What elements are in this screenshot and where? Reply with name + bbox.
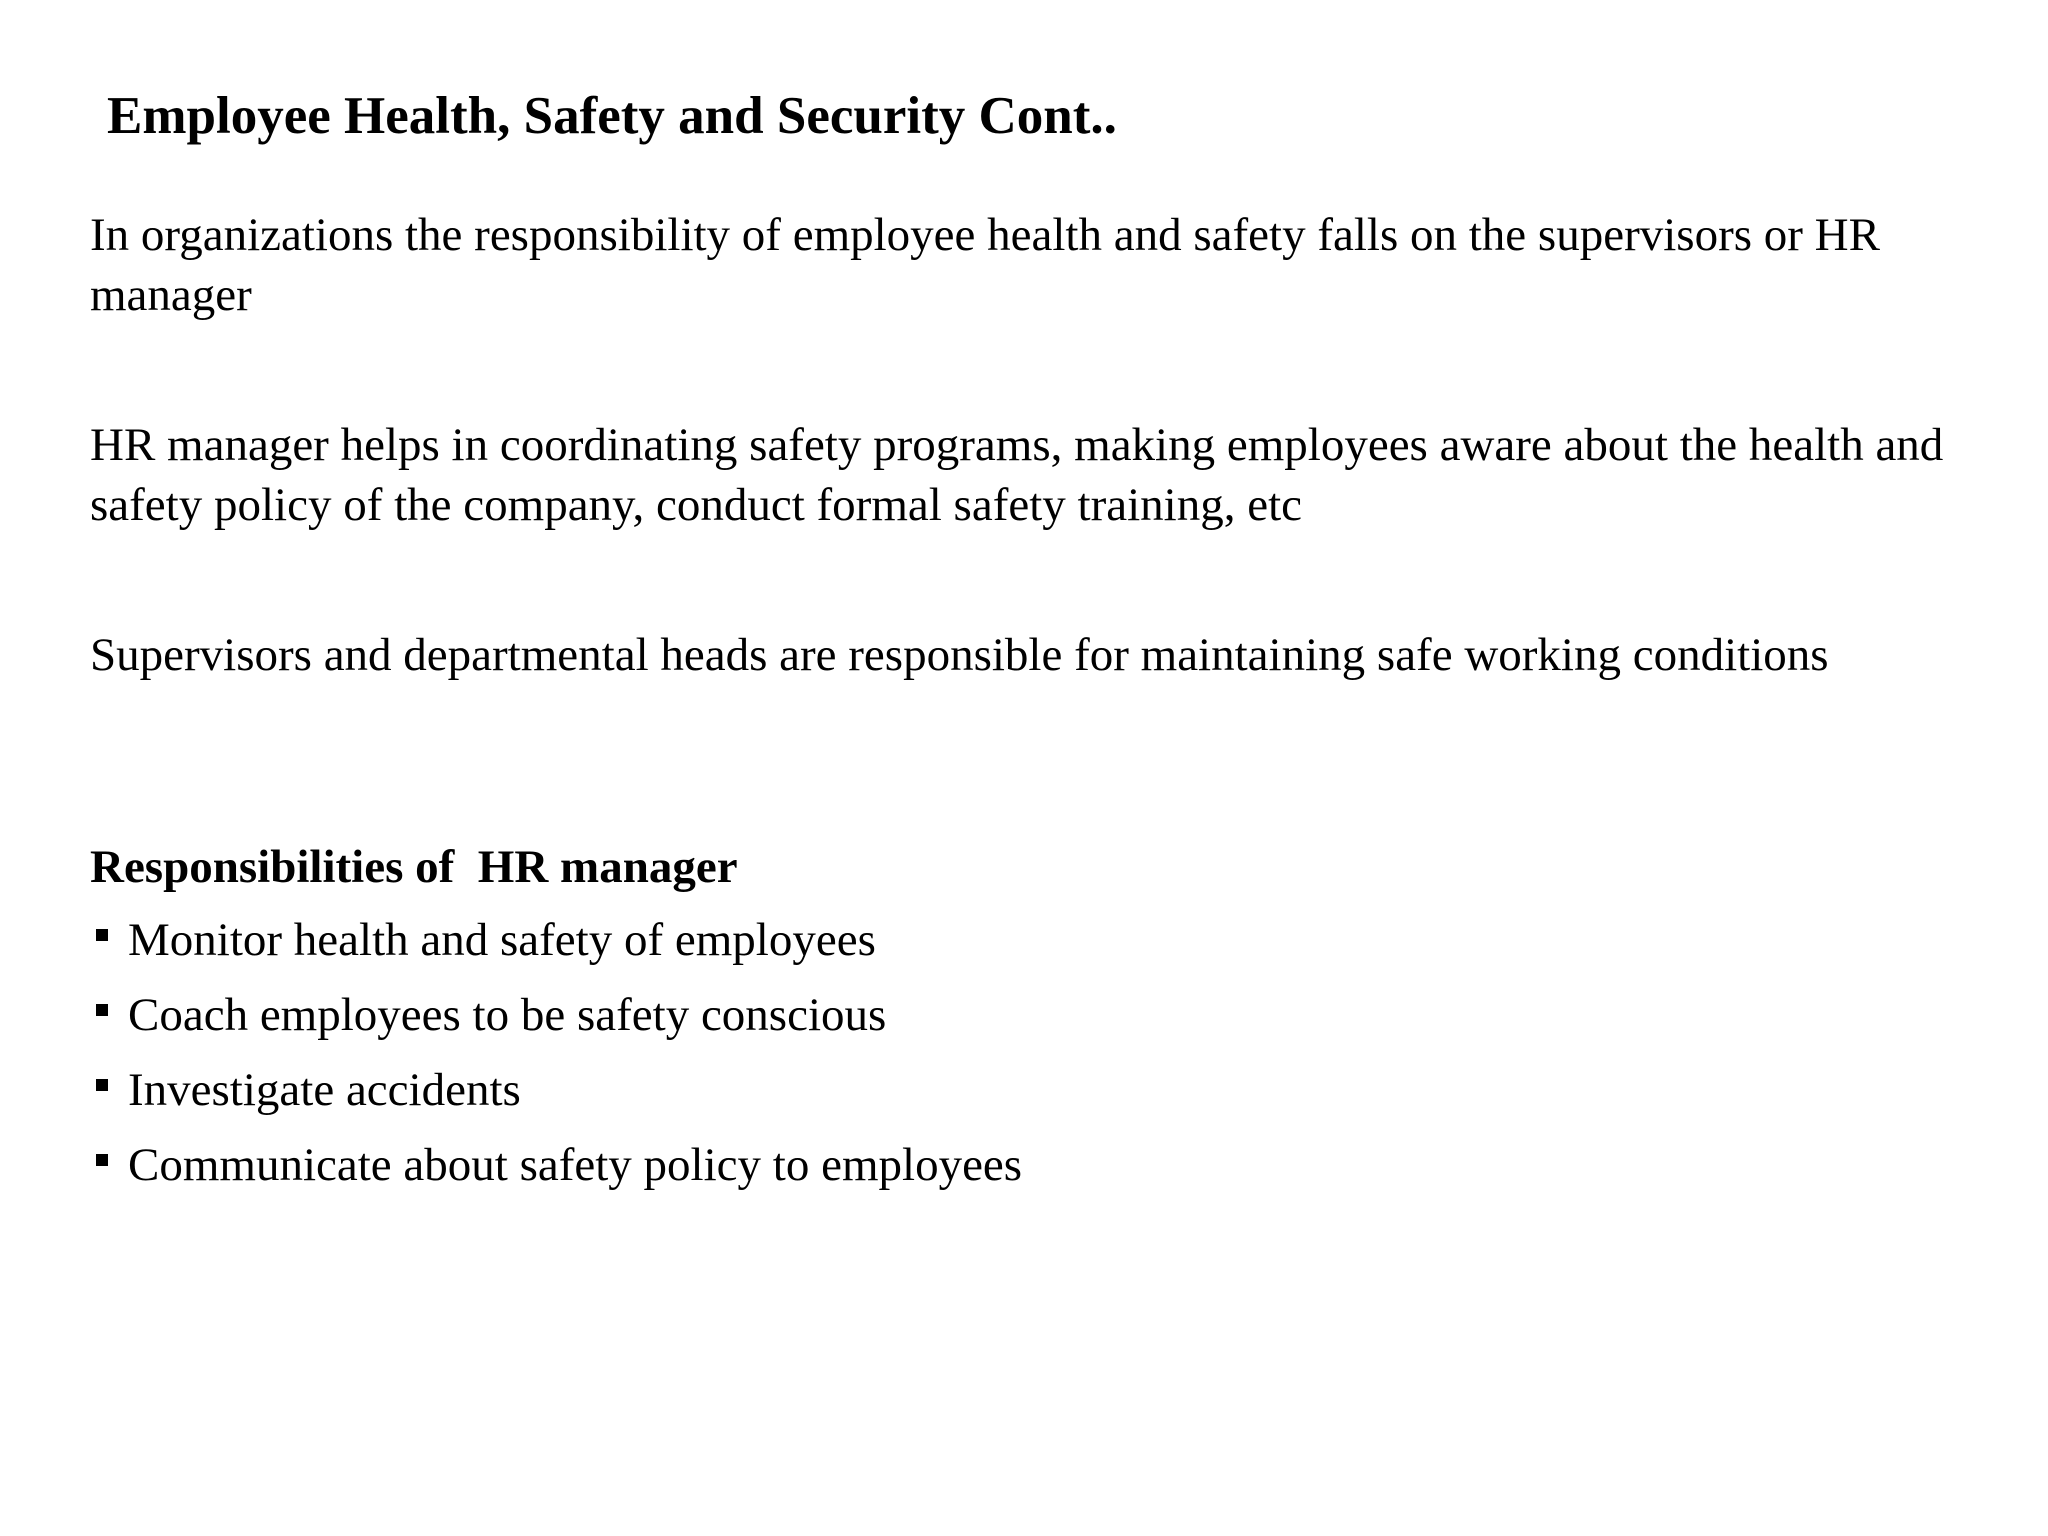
- list-item-text: Investigate accidents: [128, 1064, 521, 1116]
- paragraph-responsibility-owner: In organizations the responsibility of employee health and safety falls on the supervisors or HR manager: [90, 209, 1880, 321]
- square-bullet-icon: [96, 929, 108, 941]
- square-bullet-icon: [96, 1079, 108, 1091]
- paragraph-hr-manager-role: HR manager helps in coordinating safety programs, making employees aware about the health and safety policy of the company, conduct formal safety training, etc: [90, 419, 1944, 531]
- paragraph-supervisors-role: Supervisors and departmental heads are responsible for maintaining safe working conditions: [90, 629, 1829, 681]
- square-bullet-icon: [96, 1154, 108, 1166]
- list-item: [90, 1135, 1022, 1210]
- list-item: [90, 1060, 1022, 1135]
- list-item: [90, 985, 1022, 1060]
- list-item-text: Communicate about safety policy to employees: [128, 1139, 1023, 1191]
- responsibilities-heading: Responsibilities of HR manager: [90, 841, 738, 893]
- list-item: [90, 910, 1022, 985]
- slide-title: Employee Health, Safety and Security Cont..: [107, 87, 1117, 145]
- list-item-text: Monitor health and safety of employees: [128, 914, 876, 966]
- list-item-text: Coach employees to be safety conscious: [128, 989, 887, 1041]
- square-bullet-icon: [96, 1004, 108, 1016]
- responsibilities-list: [90, 910, 1022, 1210]
